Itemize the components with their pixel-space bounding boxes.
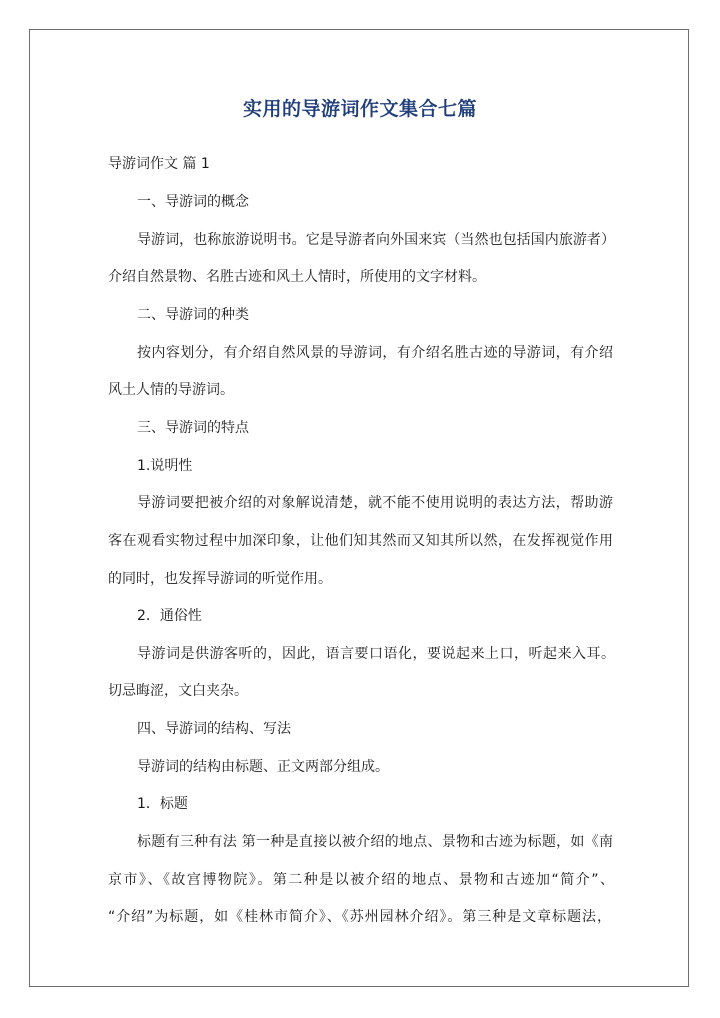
document-title: 实用的导游词作文集合七篇 — [242, 98, 477, 120]
heading-features: 三、导游词的特点 — [137, 420, 249, 436]
paragraph-line: 按内容划分，有介绍自然风景的导游词，有介绍名胜古迹的导游词，有介绍 — [137, 345, 613, 361]
section-heading: 导游词作文 篇 1 — [108, 156, 210, 172]
heading-structure: 四、导游词的结构、写法 — [137, 721, 291, 737]
heading-concept: 一、导游词的概念 — [137, 194, 249, 210]
paragraph-line: 切忌晦涩，文白夹杂。 — [108, 683, 248, 699]
paragraph-line: “介绍”为标题，如《桂林市简介》、《苏州园林介绍》。第三种是文章标题法， — [108, 909, 611, 925]
paragraph-line: 导游词，也称旅游说明书。它是导游者向外国来宾（当然也包括国内旅游者） — [137, 232, 615, 248]
paragraph-line: 导游词是供游客听的，因此，语言要口语化，要说起来上口，听起来入耳。 — [137, 646, 615, 662]
paragraph-line: 标题有三种有法 第一种是直接以被介绍的地点、景物和古迹为标题，如《南 — [137, 834, 613, 850]
paragraph-line: 客在观看实物过程中加深印象，让他们知其然而又知其所以然，在发挥视觉作用 — [108, 533, 613, 549]
subheading-title: 1．标题 — [137, 796, 188, 812]
subheading-explanatory: 1.说明性 — [137, 458, 193, 474]
paragraph-line: 导游词要把被介绍的对象解说清楚，就不能不使用说明的表达方法，帮助游 — [137, 495, 613, 511]
heading-types: 二、导游词的种类 — [137, 307, 249, 323]
paragraph-line: 京市》、《故宫博物院》。第二种是以被介绍的地点、景物和古迹加“简介”、 — [108, 872, 614, 888]
subheading-popular: 2．通俗性 — [137, 608, 202, 624]
paragraph-line: 导游词的结构由标题、正文两部分组成。 — [137, 759, 389, 775]
paragraph-line: 介绍自然景物、名胜古迹和风土人情时，所使用的文字材料。 — [108, 269, 486, 285]
paragraph-line: 的同时，也发挥导游词的听觉作用。 — [108, 571, 332, 587]
paragraph-line: 风土人情的导游词。 — [108, 382, 234, 398]
